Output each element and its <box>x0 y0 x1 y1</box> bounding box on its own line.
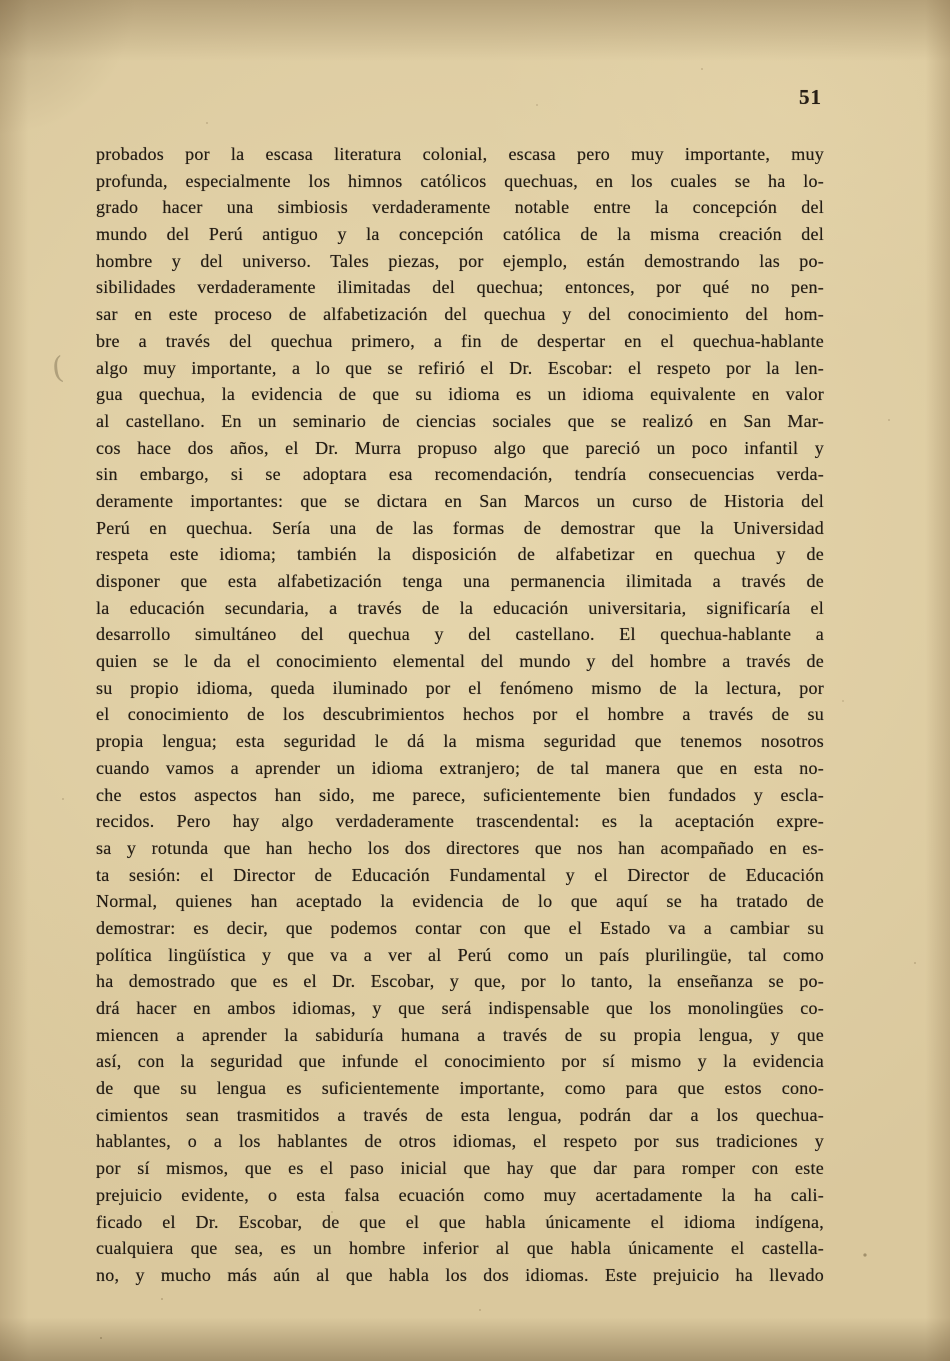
text-line: cualquiera que sea, es un hombre inferior al que habla únicamente el castella- <box>96 1238 824 1259</box>
text-line: el conocimiento de los descubrimientos hechos por el hombre a través de su <box>96 704 824 725</box>
text-line: no, y mucho más aún al que habla los dos idiomas. Este prejuicio ha llevado <box>96 1264 824 1285</box>
text-line: política lingüística y que va a ver al Perú como un país plurilingüe, tal como <box>96 944 824 965</box>
pencil-margin-mark: ( <box>50 350 66 387</box>
text-line: de que su lengua es suficientemente importante, como para que estos cono- <box>96 1078 824 1099</box>
text-line: hombre y del universo. Tales piezas, por ejemplo, están demostrando las po- <box>96 250 824 271</box>
text-line: gua quechua, la evidencia de que su idioma es un idioma equivalente en valor <box>96 384 824 405</box>
paper-specks <box>0 0 2 2</box>
text-line: sibilidades verdaderamente ilimitadas del quechua; entonces, por qué no pen- <box>96 277 824 298</box>
text-line: cuando vamos a aprender un idioma extranjero; de tal manera que en esta no- <box>96 757 824 778</box>
text-line: así, con la seguridad que infunde el conocimiento por sí mismo y la evidencia <box>96 1051 824 1072</box>
text-line: sin embargo, si se adoptara esa recomendación, tendría consecuencias verda- <box>96 464 824 485</box>
text-line: disponer que esta alfabetización tenga una permanencia ilimitada a través de <box>96 571 824 591</box>
text-line: mundo del Perú antiguo y la concepción católica de la misma creación del <box>96 224 824 245</box>
text-line: cos hace dos años, el Dr. Murra propuso algo que pareció un poco infantil y <box>96 437 824 458</box>
text-line: por sí mismos, que es el paso inicial que hay que dar para romper con este <box>96 1158 824 1179</box>
text-line: ficado el Dr. Escobar, de que el que habla únicamente el idioma indígena, <box>96 1211 824 1232</box>
text-line: recidos. Pero hay algo verdaderamente trascendental: es la aceptación expre- <box>96 811 824 832</box>
text-line: che estos aspectos han sido, me parece, suficientemente bien fundados y escla- <box>96 784 824 805</box>
text-line: cimientos sean trasmitidos a través de esta lengua, podrán dar a los quechua- <box>96 1104 824 1125</box>
text-line: sa y rotunda que han hecho los dos directores que nos han acompañado en es- <box>96 837 824 858</box>
text-line: deramente importantes: que se dictara en San Marcos un curso de Historia del <box>96 490 824 511</box>
text-line: ha demostrado que es el Dr. Escobar, y que, por lo tanto, la enseñanza se po- <box>96 971 824 992</box>
text-line: profunda, especialmente los himnos católicos quechuas, en los cuales se ha lo- <box>96 170 824 191</box>
text-line: quien se le da el conocimiento elemental del mundo y del hombre a través de <box>96 651 824 672</box>
text-line: Normal, quienes han aceptado la evidencia de lo que aquí se ha tratado de <box>96 891 824 912</box>
text-line: respeta este idioma; también la disposición de alfabetizar en quechua y de <box>96 544 824 565</box>
text-line: sar en este proceso de alfabetización del quechua y del conocimiento del hom- <box>96 304 824 325</box>
text-line: miencen a aprender la sabiduría humana a través de su propia lengua, y que <box>96 1024 824 1045</box>
body-text <box>96 141 824 1289</box>
text-line: algo muy importante, a lo que se refirió el Dr. Escobar: el respeto por la len- <box>96 357 824 378</box>
text-line: drá hacer en ambos idiomas, y que será indispensable que los monolingües co- <box>96 998 824 1018</box>
text-line: hablantes, o a los hablantes de otros idiomas, el respeto por sus tradiciones y <box>96 1131 824 1152</box>
text-line: probados por la escasa literatura colonial, escasa pero muy importante, muy <box>96 144 824 164</box>
page-number: 51 <box>799 85 822 109</box>
text-line: al castellano. En un seminario de ciencias sociales que se realizó en San Mar- <box>96 410 824 431</box>
text-line: la educación secundaria, a través de la educación universitaria, significaría el <box>96 597 824 618</box>
text-line: su propio idioma, queda iluminado por el fenómeno mismo de la lectura, por <box>96 677 824 698</box>
text-line: demostrar: es decir, que podemos contar con que el Estado va a cambiar su <box>96 917 824 938</box>
text-line: prejuicio evidente, o esta falsa ecuación como muy acertadamente la ha cali- <box>96 1184 824 1205</box>
text-line: ta sesión: el Director de Educación Fundamental y el Director de Educación <box>96 864 824 885</box>
text-line: Perú en quechua. Sería una de las formas de demostrar que la Universidad <box>96 517 824 538</box>
text-line: bre a través del quechua primero, a fin de despertar en el quechua-hablante <box>96 330 824 351</box>
text-line: desarrollo simultáneo del quechua y del castellano. El quechua-hablante a <box>96 624 824 645</box>
text-line: grado hacer una simbiosis verdaderamente notable entre la concepción del <box>96 197 824 218</box>
text-line: propia lengua; esta seguridad le dá la misma seguridad que tenemos nosotros <box>96 731 824 752</box>
